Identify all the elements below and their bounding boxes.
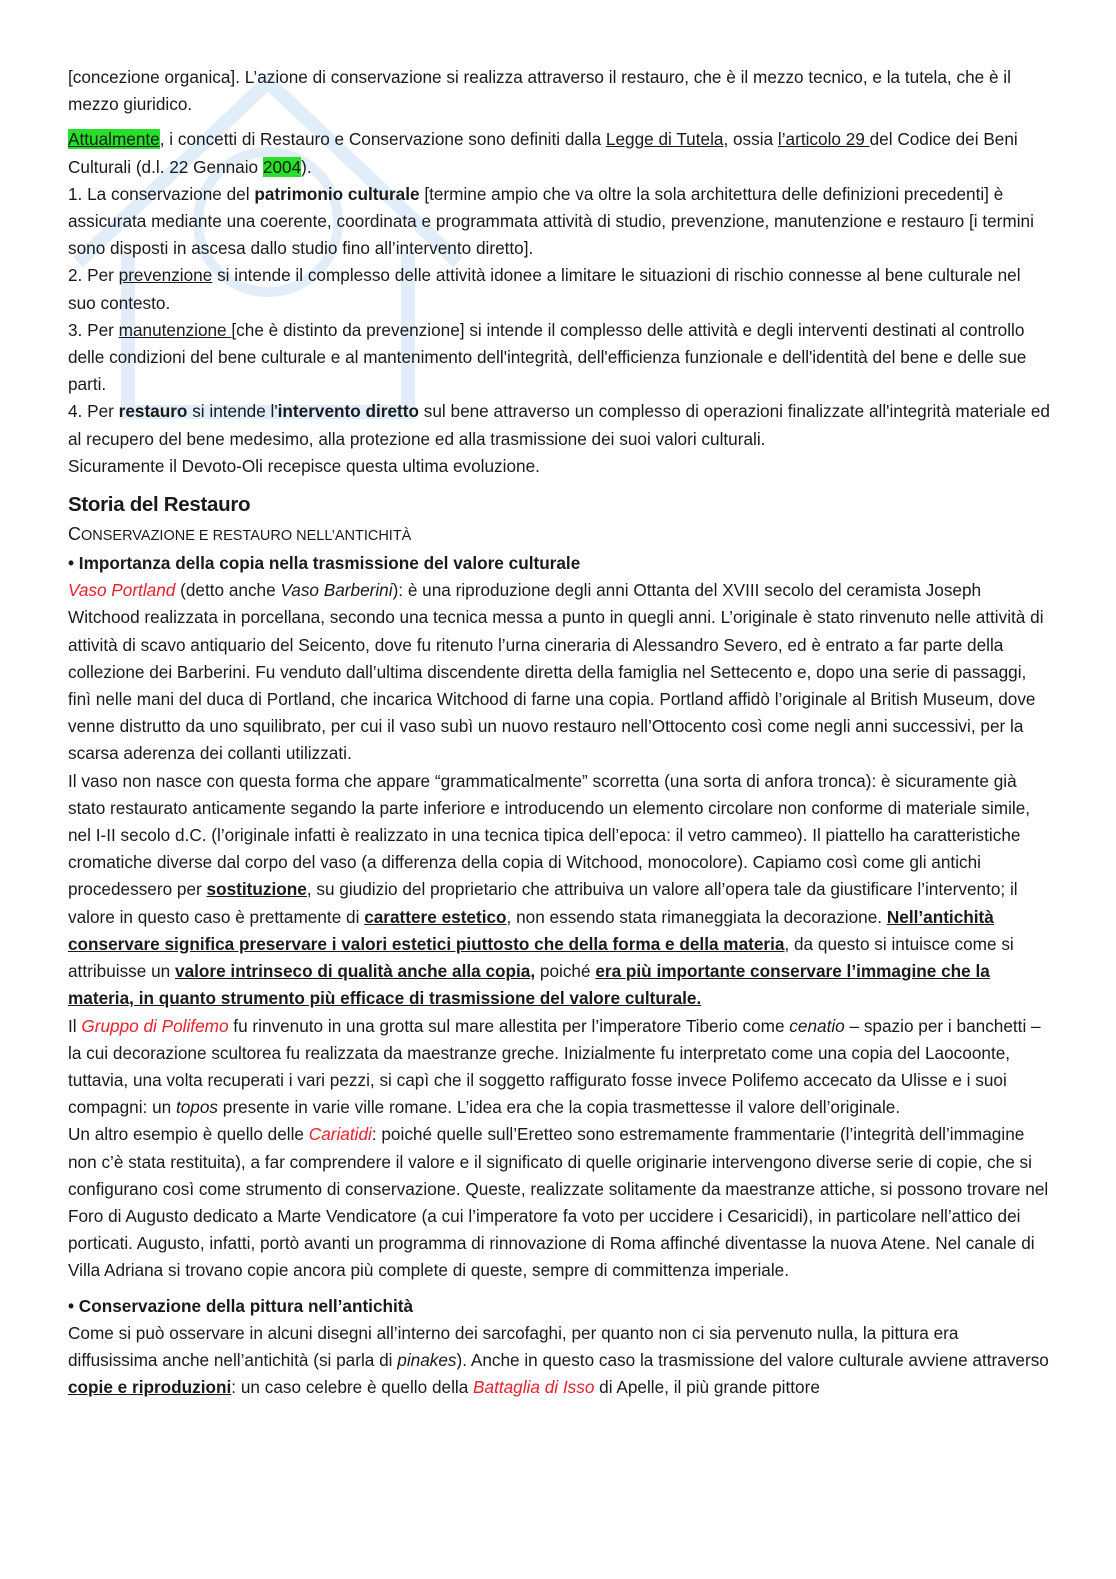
polifemo-paragraph: Il Gruppo di Polifemo fu rinvenuto in una grotta sul mare allestita per l’imperatore Tiberio come cenatio – spazio per i banchetti – la cui decorazione scultorea fu realizzata da maestranze greche. Inizialmente fu interpretato come una copia del Laocoonte, tuttavia, una volta recuperati i vari pezzi, si capì che il soggetto raffigurato fosse invece Polifemo accecato da Ulisse e i suoi compagni: un topos presente in varie ville romane. L’idea era che la copia trasmettesse il valore dell’originale.	[68, 1015, 1041, 1118]
document-page	[68, 64, 1052, 1401]
subsection-title: CONSERVAZIONE E RESTAURO NELL’ANTICHITÀ	[68, 524, 412, 545]
article-point-3: 3. Per manutenzione [che è distinto da prevenzione] si intende il complesso delle attività e degli interventi destinati al controllo delle condizioni del bene culturale e al mantenimento dell'integrità, dell'efficienza funzionale e dell'identità del bene e delle sue parti.	[68, 319, 1027, 395]
article-point-2: 2. Per prevenzione si intende il complesso delle attività idonee a limitare le situazioni di rischio connesse al bene culturale nel suo contesto.	[68, 265, 1021, 313]
pittura-paragraph: Come si può osservare in alcuni disegni all’interno dei sarcofaghi, per quanto non ci sia pervenuto nulla, la pittura era diffusissima anche nell’antichità (si parla di pinakes). Anche in questo caso la trasmissione del valore culturale avviene attraverso copie e riproduzioni: un caso celebre è quello della Battaglia di Isso di Apelle, il più grande pittore	[68, 1322, 1049, 1398]
intro-paragraph: [concezione organica]. L’azione di conservazione si realizza attraverso il restauro, che è il mezzo tecnico, e la tutela, che è il mezzo giuridico.	[68, 67, 1011, 115]
vaso-form-paragraph: Il vaso non nasce con questa forma che appare “grammaticalmente” scorretta (una sorta di anfora tronca): è sicuramente già stato restaurato anticamente segando la parte inferiore e introducendo un elemento circolare non conforme di materiale simile, nel I-II secolo d.C. (l’originale infatti è realizzato in una tecnica tipica dell’epoca: il vetro cammeo). Il piattello ha caratteristiche cromatiche diverse dal corpo del vaso (a differenza della copia di Witchood, monocolore). Capiamo così come gli antichi procedessero per sostituzione, su giudizio del proprietario che attribuiva un valore all’opera tale da giustificare l’intervento; il valore in questo caso è prettamente di carattere estetico, non essendo stata rimaneggiata la decorazione. Nell’antichità conservare significa preservare i valori estetici piuttosto che della forma e della materia, da questo si intuisce come si attribuisse un valore intrinseco di qualità anche alla copia, poiché era più importante conservare l’immagine che la materia, in quanto strumento più efficace di trasmissione del valore culturale.	[68, 770, 1031, 1009]
section-title: Storia del Restauro	[68, 493, 251, 517]
article-point-1: 1. La conservazione del patrimonio culturale [termine ampio che va oltre la sola architettura delle definizioni precedenti] è assicurata mediante una coerente, coordinata e programmata attività di studio, prevenzione, manutenzione e restauro [i termini sono disposti in ascesa dallo studio fino all’intervento diretto].	[68, 183, 1034, 259]
bullet-heading-pittura: • Conservazione della pittura nell’antichità	[68, 1295, 414, 1316]
cariatidi-paragraph: Un altro esempio è quello delle Cariatidi: poiché quelle sull’Eretteo sono estremamente frammentarie (l’integrità dell’immagine non c’è stata restituita), a far comprendere il valore e il significato di quelle originarie intervengono diverse serie di copie, che si configurano così come strumento di conservazione. Queste, realizzate solitamente da maestranze attiche, si possono trovare nel Foro di Augusto dedicato a Marte Vendicatore (a cui l’imperatore fa voto per uccidere i Cesaricidi), in particolare nell’attico dei porticati. Augusto, infatti, portò avanti un programma di rinnovazione di Roma affinché diventasse la nuova Atene. Nel canale di Villa Adriana si trovano copie ancora più complete di queste, sempre di committenza imperiale.	[68, 1124, 1049, 1281]
law-paragraph: Attualmente, i concetti di Restauro e Conservazione sono definiti dalla Legge di Tutela, ossia l’articolo 29 del Codice dei Beni Culturali (d.l. 22 Gennaio 2004).	[68, 129, 1018, 177]
devoto-paragraph: Sicuramente il Devoto-Oli recepisce questa ultima evoluzione.	[68, 455, 540, 476]
bullet-heading-copia: • Importanza della copia nella trasmissione del valore culturale	[68, 553, 581, 574]
portland-paragraph: Vaso Portland (detto anche Vaso Barberini): è una riproduzione degli anni Ottanta del XVIII secolo del ceramista Joseph Witchood realizzata in porcellana, secondo una tecnica messa a punto in quegli anni. L’originale è stato rinvenuto nelle attività di attività di scavo antiquario del Seicento, dove fu ritenuto l’urna cineraria di Alessandro Severo, ed è entrato a far parte della collezione dei Barberini. Fu venduto dall’ultima discendente diretta della famiglia nel Settecento e, dopo una serie di passaggi, finì nelle mani del duca di Portland, che incarica Witchood di farne una copia. Portland affidò l’originale al British Museum, dove venne distrutto da uno squilibrato, per cui il vaso subì un nuovo restauro nell’Ottocento così come negli anni successivi, per la scarsa aderenza dei collanti utilizzati.	[68, 580, 1044, 764]
article-point-4: 4. Per restauro si intende l'intervento diretto sul bene attraverso un complesso di operazioni finalizzate all'integrità materiale ed al recupero del bene medesimo, alla protezione ed alla trasmissione dei suoi valori culturali.	[68, 401, 1050, 449]
